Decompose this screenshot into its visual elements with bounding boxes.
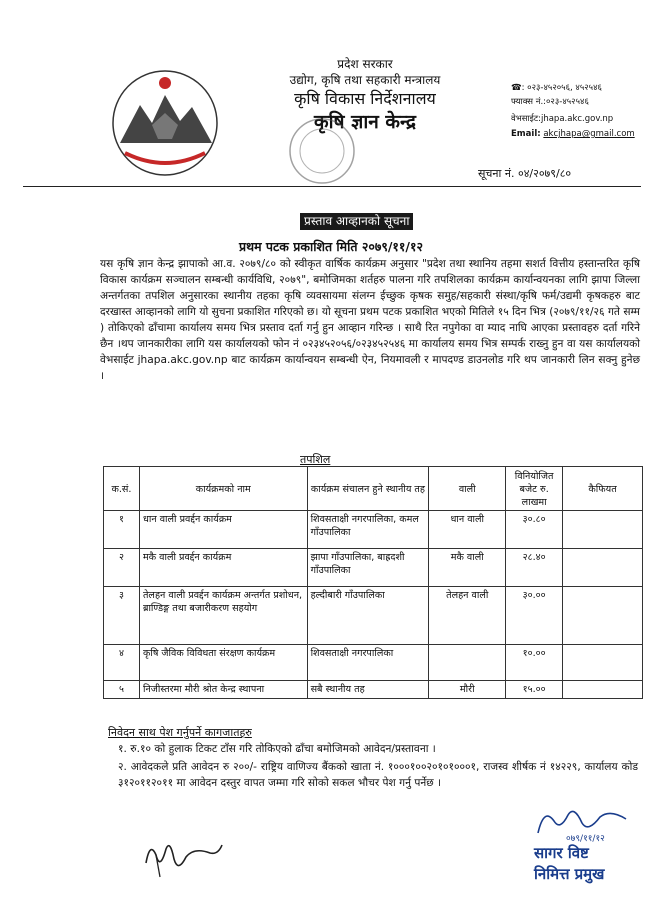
table-row <box>104 511 643 549</box>
cell-local-level: शिवसताक्षी नगरपालिका <box>307 645 429 681</box>
email-label: Email: <box>511 129 541 139</box>
notice-body: यस कृषि ज्ञान केन्द्र झापाको आ.व. २०७९/८० को स्वीकृत वार्षिक कार्यक्रम अनुसार "प्रदेश तथा स्थानिय तहमा सशर्त वित्तीय हस्तान्तरित कृषि विकास कार्यक्रम सञ्चालन सम्बन्धी कार्यविधि, २०७९", बमोजिमका शर्तहरु पालना गरि तपशिलका कार्यक्रम कार्यान्वयनका लागि झापा जिल्ला अन्तर्गतका तपशिल अनुसारका स्थानीय तहका कृषि व्यवसायमा संलग्न ईच्छुक कृषक समुह/सहकारी संस्था/कृषि फर्म/उद्यमी कृषकहरु बाट दरखास्त आव्हानको लागि यो सुचना प्रकाशित गरिएको छ। यो सूचना प्रथम पटक प्रकाशित भएको मितिले १५ दिन भित्र (२०७९/११/२६ गते सम्म ) तोकिएको ढाँचामा कार्यालय समय भित्र प्रस्ताव दर्ता गर्नु हुन आव्हान गरिन्छ । साथै रित नपुगेका वा म्याद नाघि आएका प्रस्तावहरु दर्ता गरिने छैन ।थप जानकारीका लागि यस कार्यालयको फोन नं ०२३४५२०५६/०२३४५२५४६ मा कार्यालय समय भित्र सम्पर्क राख्नु हुन वा यस कार्यालयको वेभसाईट jhapa.akc.gov.np बाट कार्यक्रम कार्यान्वयन सम्बन्धी ऐन, नियमावली र मापदण्ड डाउनलोड गरि थप जानकारी लिन सक्नु हुनेछ । <box>100 258 640 382</box>
cell-remarks <box>563 645 643 681</box>
document-item: २. आवेदकले प्रति आवेदन रु २००/- राष्ट्रिय वाणिज्य बैंकको खाता नं. १०००१००२०१०१०००१, राजस्व शीर्षक नं १४२२९, कार्यालय कोड ३१२०११२०११ मा आवेदन दस्तुर वापत जम्मा गरि सोको सकल भौचर पेश गर्नु पर्नेछ । <box>118 761 638 789</box>
cell-program: तेलहन वाली प्रवर्द्दन कार्यक्रम अन्तर्गत प्रशोधन, ब्राण्डिङ्ग तथा बजारीकरण सहयोग <box>139 587 307 645</box>
signatory-name: सागर विष्ट <box>534 844 589 862</box>
cell-remarks <box>563 549 643 587</box>
header-government: प्रदेश सरकार <box>337 57 393 71</box>
cell-local-level: झापा गाँउपालिका, बाह्रदशी गाँउपालिका <box>307 549 429 587</box>
col-header-local-level: कार्यक्रम संचालन हुने स्थानीय तह <box>307 467 429 511</box>
cell-remarks <box>563 681 643 699</box>
table-title: तपशिल <box>300 453 331 466</box>
cell-sn: १ <box>104 511 140 549</box>
office-seal-icon <box>270 113 375 188</box>
cell-crop: मकै वाली <box>429 549 506 587</box>
table-header-row <box>104 467 643 511</box>
signature-right-icon <box>528 803 638 843</box>
cell-program: कृषि जैविक विविधता संरक्षण कार्यक्रम <box>139 645 307 681</box>
nepal-emblem-icon <box>100 65 230 185</box>
cell-sn: ३ <box>104 587 140 645</box>
cell-budget: १५.०० <box>506 681 563 699</box>
cell-crop: तेलहन वाली <box>429 587 506 645</box>
col-header-remarks: कैफियत <box>563 467 643 511</box>
cell-program: निजीस्तरमा मौरी श्रोत केन्द्र स्थापना <box>139 681 307 699</box>
email-link[interactable]: akcjhapa@gmail.com <box>543 129 635 139</box>
cell-budget: ३०.०० <box>506 587 563 645</box>
signatory-designation: निमित्त प्रमुख <box>534 865 605 883</box>
cell-crop <box>429 645 506 681</box>
signature-left-icon <box>140 835 225 880</box>
cell-crop: मौरी <box>429 681 506 699</box>
table-row <box>104 549 643 587</box>
cell-budget: १०.०० <box>506 645 563 681</box>
table-row <box>104 645 643 681</box>
header-office: कृषि ज्ञान केन्द्र <box>314 111 416 133</box>
cell-remarks <box>563 587 643 645</box>
table-row <box>104 587 643 645</box>
table-row <box>104 681 643 699</box>
signature-date: ०७९/११/१२ <box>566 834 605 843</box>
cell-crop: धान वाली <box>429 511 506 549</box>
notice-number: सूचना नं. ०४/२०७९/८० <box>478 167 572 180</box>
document-item: १. रु.१० को हुलाक टिकट टाँस गरि तोकिएको ढाँचा बमोजिमको आवेदन/प्रस्तावना । <box>118 743 436 755</box>
col-header-program: कार्यक्रमको नाम <box>139 467 307 511</box>
contact-email <box>511 129 635 140</box>
cell-remarks <box>563 511 643 549</box>
cell-program: धान वाली प्रवर्द्दन कार्यक्रम <box>139 511 307 549</box>
col-header-budget: विनियोजित बजेट रु. लाखमा <box>506 467 563 511</box>
cell-local-level: सबै स्थानीय तह <box>307 681 429 699</box>
publish-date: प्रथम पटक प्रकाशित मिति २०७९/११/१२ <box>238 239 423 254</box>
cell-local-level: हल्दीबारी गाँउपालिका <box>307 587 429 645</box>
cell-program: मकै वाली प्रवर्द्दन कार्यक्रम <box>139 549 307 587</box>
documents-title: निवेदन साथ पेश गर्नुपर्ने कागजातहरु <box>108 726 252 739</box>
contact-phone: ☎: ०२३-४५२०५६, ४५२५४६ <box>511 83 602 93</box>
cell-sn: ४ <box>104 645 140 681</box>
contact-fax: फ्याक्स नं.:०२३-४५२५४६ <box>511 97 589 107</box>
col-header-sn: क.सं. <box>104 467 140 511</box>
header-directorate: कृषि विकास निर्देशनालय <box>294 89 436 108</box>
cell-budget: ३०.८० <box>506 511 563 549</box>
header-ministry: उद्योग, कृषि तथा सहकारी मन्त्रालय <box>289 73 441 87</box>
col-header-crop: वाली <box>429 467 506 511</box>
cell-sn: ५ <box>104 681 140 699</box>
cell-local-level: शिवसताक्षी नगरपालिका, कमल गाँउपालिका <box>307 511 429 549</box>
notice-title: प्रस्ताव आव्हानको सूचना <box>300 213 413 230</box>
contact-website: वेभसाईट:jhapa.akc.gov.np <box>511 114 614 124</box>
header-divider <box>23 186 641 187</box>
program-table <box>103 466 643 699</box>
cell-budget: २८.४० <box>506 549 563 587</box>
cell-sn: २ <box>104 549 140 587</box>
